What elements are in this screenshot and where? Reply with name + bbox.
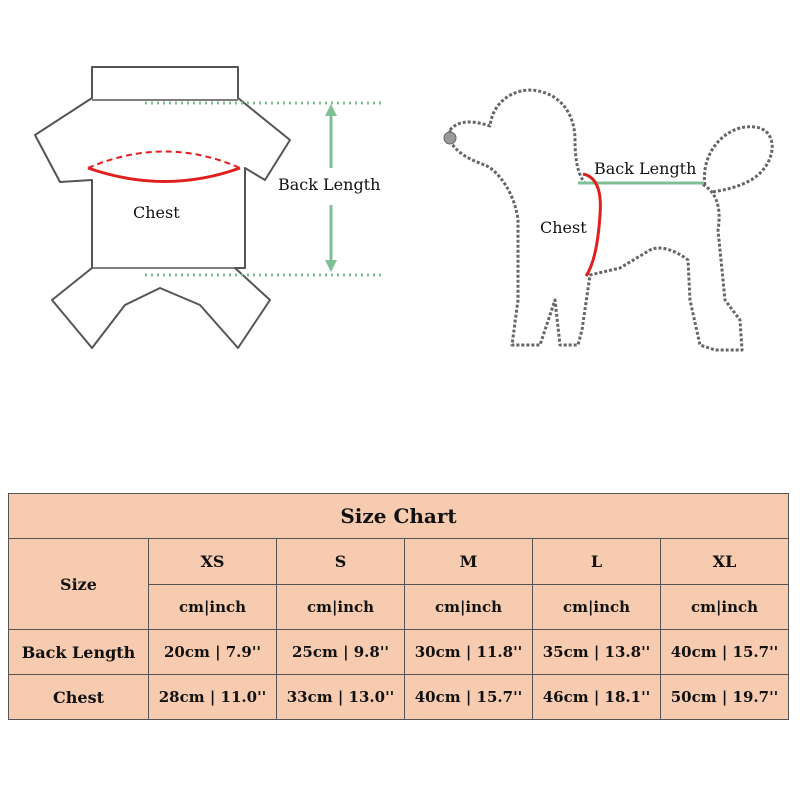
size-xl-header: XL (661, 539, 789, 585)
size-xs-header: XS (149, 539, 277, 585)
dog-diagram (444, 90, 772, 350)
unit-cell: cm|inch (533, 585, 661, 630)
table-cell: 33cm | 13.0'' (277, 675, 405, 720)
size-chart-title: Size Chart (9, 494, 789, 539)
table-cell: 35cm | 13.8'' (533, 630, 661, 675)
dog-outline (450, 90, 742, 350)
unit-cell: cm|inch (277, 585, 405, 630)
size-s-header: S (277, 539, 405, 585)
table-row (9, 675, 789, 720)
row-label-back-length: Back Length (9, 630, 149, 675)
table-cell: 40cm | 15.7'' (405, 675, 533, 720)
size-l-header: L (533, 539, 661, 585)
table-title-row (9, 494, 789, 539)
size-m-header: M (405, 539, 533, 585)
size-chart-table (8, 493, 789, 720)
dog-nose-icon (444, 132, 456, 144)
table-cell: 46cm | 18.1'' (533, 675, 661, 720)
table-cell: 30cm | 11.8'' (405, 630, 533, 675)
size-chart (8, 493, 788, 720)
table-header-row (9, 539, 789, 585)
table-cell: 28cm | 11.0'' (149, 675, 277, 720)
size-header-cell: Size (9, 539, 149, 630)
table-row (9, 630, 789, 675)
table-cell: 25cm | 9.8'' (277, 630, 405, 675)
table-cell: 50cm | 19.7'' (661, 675, 789, 720)
dog-chest-label: Chest (540, 218, 587, 237)
unit-cell: cm|inch (149, 585, 277, 630)
table-cell: 20cm | 7.9'' (149, 630, 277, 675)
dog-back-length-label: Back Length (594, 159, 697, 178)
table-cell: 40cm | 15.7'' (661, 630, 789, 675)
row-label-chest: Chest (9, 675, 149, 720)
unit-cell: cm|inch (405, 585, 533, 630)
shirt-diagram (35, 67, 385, 348)
shirt-chest-label: Chest (133, 203, 180, 222)
shirt-back-length-label: Back Length (278, 175, 381, 194)
dog-tail (704, 127, 772, 192)
unit-cell: cm|inch (661, 585, 789, 630)
